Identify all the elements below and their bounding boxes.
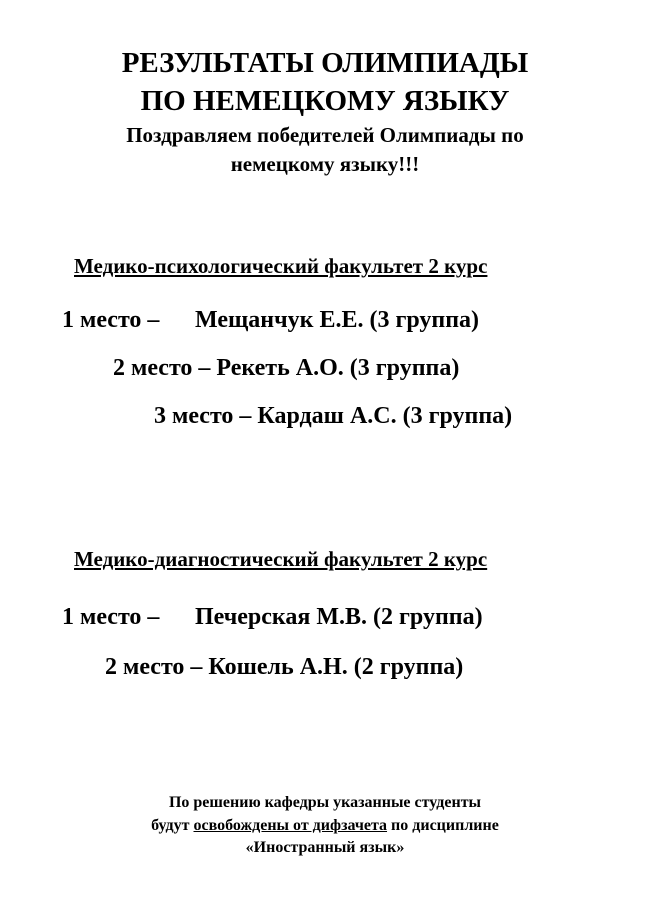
result-row-diagnostics-2: 2 место – Кошель А.Н. (2 группа) [105, 654, 464, 680]
page-title-line-2: ПО НЕМЕЦКОМУ ЯЗЫКУ [140, 85, 510, 117]
subtitle-line-1: Поздравляем победителей Олимпиады по [126, 123, 524, 147]
note-line-2-suffix: по дисциплине [387, 817, 499, 834]
result-row-psychology-2: 2 место – Рекеть А.О. (3 группа) [113, 355, 460, 381]
note-line-2 [0, 817, 650, 835]
page-title-line-1: РЕЗУЛЬТАТЫ ОЛИМПИАДЫ [121, 47, 529, 79]
faculty-heading-diagnostics: Медико-диагностический факультет 2 курс [74, 547, 488, 571]
result-place: 1 место – [62, 307, 160, 333]
result-row-psychology-3: 3 место – Кардаш А.С. (3 группа) [154, 403, 513, 429]
result-winner: Печерская М.В. (2 группа) [195, 604, 483, 630]
result-winner: Мещанчук Е.Е. (3 группа) [195, 307, 480, 333]
result-row-psychology-1 [62, 307, 479, 334]
note-line-3: «Иностранный язык» [245, 839, 405, 856]
subtitle-line-2: немецкому языку!!! [230, 152, 420, 176]
note-line-1: По решению кафедры указанные студенты [168, 794, 482, 811]
faculty-heading-psychology: Медико-психологический факультет 2 курс [74, 254, 488, 278]
note-line-2-prefix: будут [151, 817, 194, 834]
result-place: 1 место – [62, 604, 160, 630]
note-exemption-text: освобождены от дифзачета [193, 817, 388, 834]
result-row-diagnostics-1 [62, 604, 483, 631]
